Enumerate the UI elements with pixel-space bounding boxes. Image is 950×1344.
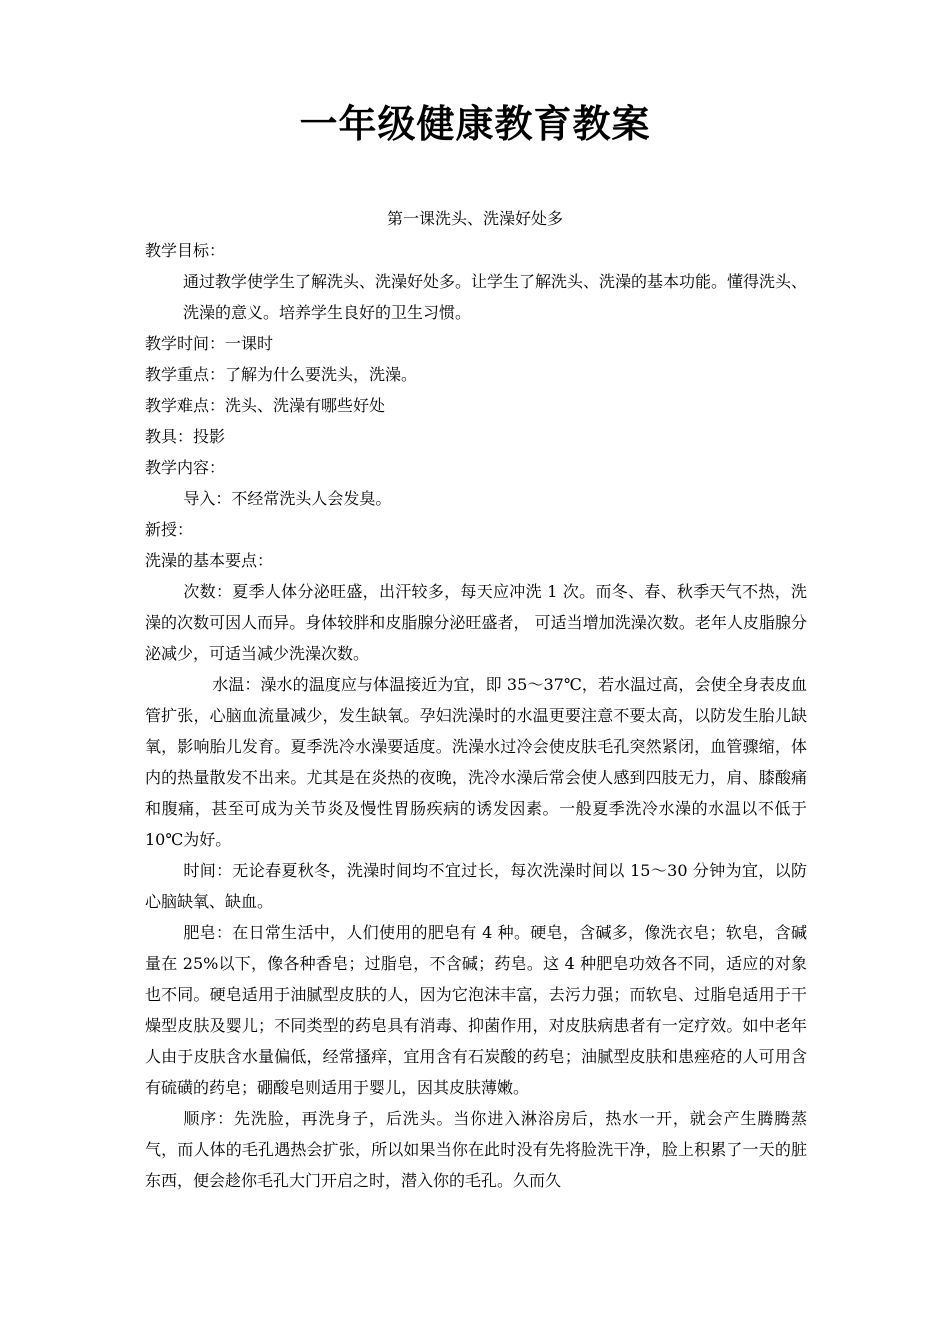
lesson-title: 第一课洗头、洗澡好处多 bbox=[386, 209, 563, 228]
goal-label: 教学目标： bbox=[145, 241, 226, 260]
new-lesson-label: 新授： bbox=[145, 520, 194, 539]
teaching-tools: 教具：投影 bbox=[145, 427, 226, 446]
teaching-key-point: 教学重点：了解为什么要洗头，洗澡。 bbox=[145, 365, 418, 384]
order-paragraph: 顺序：先洗脸，再洗身子，后洗头。当你进入淋浴房后，热水一开，就会产生腾腾蒸气，而人体的毛孔遇热会扩张，所以如果当你在此时没有先将脸洗干净，脸上积累了一天的脏东西，便会趁你毛孔大门开启之时，潜入你的毛孔。久而久 bbox=[145, 1109, 807, 1190]
content-label: 教学内容： bbox=[145, 458, 226, 477]
document-body bbox=[145, 235, 807, 1196]
document-title: 一年级健康教育教案 bbox=[299, 102, 651, 146]
duration-paragraph: 时间：无论春夏秋冬，洗澡时间均不宜过长，每次洗澡时间以 15～30 分钟为宜，以防心脑缺氧、缺血。 bbox=[145, 861, 807, 911]
bath-points-label: 洗澡的基本要点： bbox=[145, 551, 274, 570]
water-temperature-paragraph: 水温：澡水的温度应与体温接近为宜，即 35～37℃，若水温过高，会使全身表皮血管扩张，心脑血流量减少，发生缺氧。孕妇洗澡时的水温更要注意不要太高，以防发生胎儿缺氧，影响胎儿发育。夏季洗冷水澡要适度。洗澡水过冷会使皮肤毛孔突然紧闭，血管骤缩，体内的热量散发不出来。尤其是在炎热的夜晚，洗冷水澡后常会使人感到四肢无力，肩、膝酸痛和腹痛，甚至可成为关节炎及慢性胃肠疾病的诱发因素。一般夏季洗冷水澡的水温以不低于 10℃为好。 bbox=[145, 675, 807, 849]
frequency-paragraph: 次数：夏季人体分泌旺盛，出汗较多，每天应冲洗 1 次。而冬、春、秋季天气不热，洗澡的次数可因人而异。身体较胖和皮脂腺分泌旺盛者， 可适当增加洗澡次数。老年人皮脂腺分泌减少，可适当减少洗澡次数。 bbox=[145, 582, 807, 663]
goal-text: 通过教学使学生了解洗头、洗澡好处多。让学生了解洗头、洗澡的基本功能。懂得洗头、洗澡的意义。培养学生良好的卫生习惯。 bbox=[183, 272, 808, 322]
soap-paragraph: 肥皂：在日常生活中，人们使用的肥皂有 4 种。硬皂，含碱多，像洗衣皂；软皂，含碱量在 25%以下，像各种香皂；过脂皂，不含碱；药皂。这 4 种肥皂功效各不同，适应的对象也不同。硬皂适用于油腻型皮肤的人，因为它泡沫丰富，去污力强；而软皂、过脂皂适用于干燥型皮肤及婴儿；不同类型的药皂具有消毒、抑菌作用，对皮肤病患者有一定疗效。如中老年人由于皮肤含水量偏低，经常搔痒，宜用含有石炭酸的药皂；油腻型皮肤和患痤疮的人可用含有硫磺的药皂；硼酸皂则适用于婴儿，因其皮肤薄嫩。 bbox=[145, 923, 807, 1097]
teaching-time: 教学时间：一课时 bbox=[145, 334, 274, 353]
teaching-difficulty: 教学难点：洗头、洗澡有哪些好处 bbox=[145, 396, 386, 415]
intro-text: 导入：不经常洗头人会发臭。 bbox=[183, 489, 392, 508]
